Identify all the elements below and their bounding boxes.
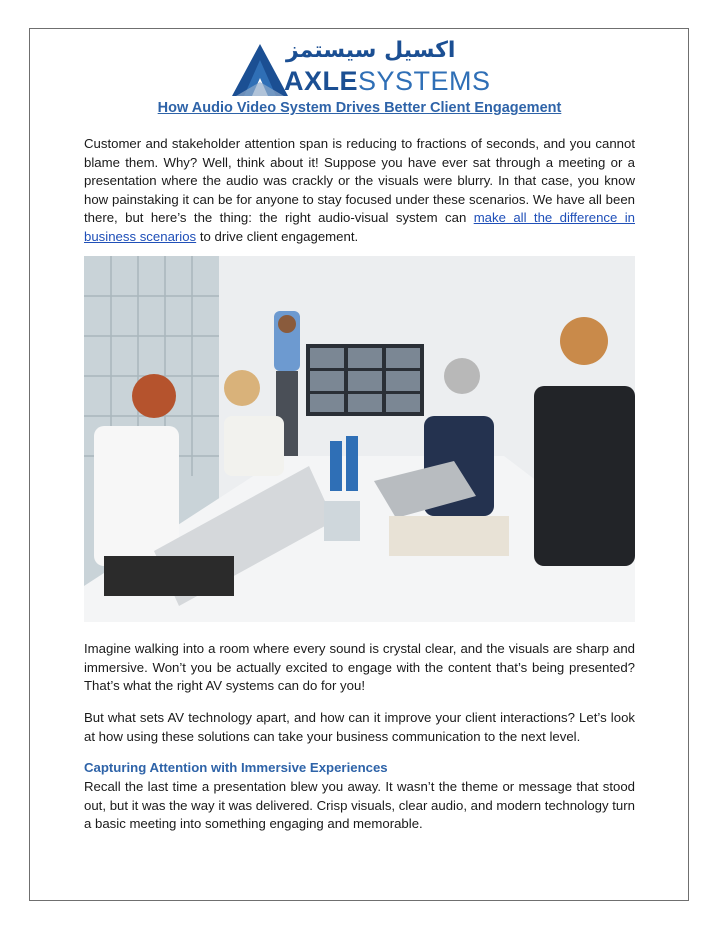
logo-axle-text: AXLE [284,66,359,96]
logo-arabic-text: اكسيل سيستمز [286,38,456,63]
paragraph-av-technology: But what sets AV technology apart, and how can it improve your client interactions? Let’s look at how using these solutions can take your business communication to the next level. [84,710,635,744]
section-heading: Capturing Attention with Immersive Experiences [84,760,388,775]
paragraph-immersive: Imagine walking into a room where every sound is crystal clear, and the visuals are sharp and immersive. Won’t you be actually excited to engage with the content that’s being presented? That’s what the right AV systems can do for you! [84,641,635,694]
axle-logo-mark-icon [230,42,290,98]
meeting-photo-illustration [84,256,635,622]
logo-systems-text: SYSTEMS [358,66,491,96]
meeting-room-photo [84,256,635,622]
paragraph-presentation: Recall the last time a presentation blew you away. It wasn’t the theme or message that stood out, but it was the way it was delivered. Crisp visuals, clear audio, and modern technology turn a basic meeting into something engaging and memorable. [84,779,635,832]
intro-text-end: to drive client engagement. [196,228,359,244]
company-logo [230,38,492,98]
logo-wordmark [284,66,491,97]
intro-text-start: Customer and stakeholder attention span is reducing to fractions of seconds, and you cannot blame them. Why? Well, think about it! Suppose you have ever sat through a meeting or a presentation where the audio was crackly or the visuals were blurry. In that case, you know how painstaking it can be for anyone to stay focused under these scenarios. We have all been there, but here’s the thing: the right audio-visual system can [84,136,635,226]
business-scenarios-link[interactable]: make all the difference in business scenarios [84,210,635,244]
article-title: How Audio Video System Drives Better Client Engagement [157,100,562,116]
intro-paragraph [84,135,635,247]
